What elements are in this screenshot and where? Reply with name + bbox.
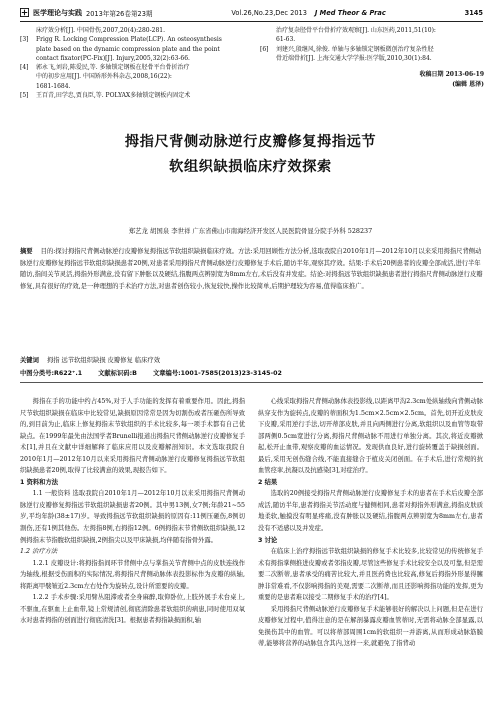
reference-line xyxy=(20,54,244,63)
reference-line xyxy=(20,63,244,72)
reference-text: 1681-1684. xyxy=(36,82,71,90)
reference-text: plate based on the dynamic compression plate and the point xyxy=(36,45,220,53)
journal-name-cn: 医学理论与实践 xyxy=(33,9,82,17)
running-header xyxy=(20,6,483,20)
header-rule xyxy=(20,21,483,22)
section-heading: 2 结果 xyxy=(258,478,278,486)
article-number: 文章编号:1001-7585(2013)23-3145-02 xyxy=(152,370,282,377)
reference-number xyxy=(20,54,36,63)
reference-text: 郭永飞,刘岩,陈爱民,等. 多轴锁定钢板在胫骨平台骨折治疗 xyxy=(36,64,190,72)
received-date: 收稿日期 2013-06-19 xyxy=(419,71,484,79)
reference-text: 中的初步应用[J]. 中国矫形外科杂志,2008,16(22): xyxy=(36,73,172,81)
body-paragraph: 心线采取拇指尺背侧动脉体表投影线,以距离甲沟2.3cm处纵轴线向背侧动脉纵穿支作为旋转点,皮瓣的蒂面积为1.5cm×2.5cm×2.5cm。首先,切开近皮肤皮下皮瓣,采用逆行手法,切开蒂部皮肤,并且向两侧进行分离,软组织以及血管等取带部两侧0.5cm宽进行分离,拇指尺背侧动脉不用进行单独分离。其次,将近皮瓣掀起,松开止血带,观察皮瓣的血运情况。发现供血良好,进行旋转覆盖于缺损创面。最后,采用无创伤缝合线,不能直接缝合于植皮关闭创面。在手术后,进行常规的抗血管痉挛,抗凝以及抗感染[3],对症治疗。 xyxy=(258,398,483,475)
body-paragraph: 选取的20例接受拇指尺背侧动脉逆行皮瓣修复手术的患者在手术后皮瓣全部成活,随访半年,患者拇指关节活动度与健侧相同,患者对拇指外形满意,拇指皮肤质地柔软,触摸没有明显疼痛,没有肿胀以及硬结,指腹两点辨别宽为8mm左右,患者没有不适感以及并发症。 xyxy=(258,490,483,533)
reference-line xyxy=(20,35,244,44)
reference-line xyxy=(20,82,244,91)
section-heading: 1 资料和方法 xyxy=(20,478,59,486)
keywords-label: 关键词 xyxy=(20,357,39,364)
journal-logo-icon xyxy=(20,8,29,19)
reference-line xyxy=(260,45,484,54)
body-paragraph: 1.2.2 手术步骤:采用臂丛阻滞或者全身麻醉,取仰卧位,上肢外展手术台桌上,不驱血,在驱血上止血带,镜上常规清创,彻底清除患者软组织的病患,同时使用双氧水对患者拇指的创面进行彻底清洗[3]。根据患者拇指缺损面积,轴 xyxy=(20,594,245,625)
editor-note: (编辑 恩泽) xyxy=(452,81,484,89)
section-heading: 3 讨论 xyxy=(258,536,278,544)
subsection-heading: 1.2 治疗方法 xyxy=(20,548,58,556)
reference-text: contact fixator(PC-Fix)[J]. Injury,2005,32(2):63-66. xyxy=(36,54,190,62)
abstract-text: 目的:探讨拇指尺背侧动脉逆行皮瓣修复拇指远节软组织缺损临床疗效。方法:采用回顾性方法分析,选取我院自2010年1月—2012年10月以来采用拇指尺背侧动脉逆行皮瓣修复拇指远节软组织缺损患者20例,对患者采用拇指尺背侧动脉逆行皮瓣修复手术后,随访半年,观察其疗效。结果:手术后20例患者的皮瓣全部成活,进行半年随访,指间关节灵活,拇指外形满意,没有留下肿胀以及硬结,指腹两点辨别宽为8mm左右,术后没有并发症。结论:对拇指远节软组织缺损患者进行拇指尺背侧动脉逆行皮瓣修复,具有很好的疗效,是一种理想的手术治疗方法,对患者创伤较小,恢复较快,操作比较简单,后期护理较为容易,值得临床推广。 xyxy=(20,248,483,290)
references-left-column xyxy=(20,26,244,100)
reference-line xyxy=(260,26,484,35)
body-paragraph: 采用拇指尺背侧动脉逆行皮瓣修复手术能够很好的解决以上问题,但是在进行皮瓣修复过程中,值得注意的是在解剖暴露皮瓣血管蒂时,无需将动脉全部显露,以免损伤其中的血管。可以将蒂部周围1cm的软组织一并游离,从而形成动脉筋膜蒂,能够将营养的动脉包含其内,这样一来,就避免了指背动 xyxy=(258,605,483,648)
keywords xyxy=(20,355,483,364)
reference-text: 床疗效分析[J]. 中国骨伤,2007,20(4):280-281. xyxy=(36,27,165,34)
abstract-rule xyxy=(20,382,483,383)
reference-number xyxy=(20,82,36,91)
clc-number: 中图分类号:R622⁺.1 xyxy=(20,370,83,377)
reference-line xyxy=(20,26,244,35)
reference-number: [3] xyxy=(20,36,29,44)
reference-number xyxy=(20,26,36,35)
reference-text: Frigg R. Locking Compression Plate(LCP). An osteosynthesis xyxy=(36,36,222,44)
body-paragraph: 1.2.1 皮瓣设计:将拇指指间环节背侧中点与掌指关节背侧中点的皮肤连线作为轴线,根据受伤面积的实际情况,将拇指尺背侧动脉体表投影标作为皮瓣的纵轴,将距离甲襞皱近2.3cm左右处作为旋转点,设计所需要的皮瓣。 xyxy=(20,559,245,590)
reference-line xyxy=(260,54,484,63)
body-paragraph: 在临床上治疗拇指远节软组织缺损的修复手术比较多,比较常见的传统修复手术有拇指掌侧推进皮瓣或者邻指皮瓣,尽管这些修复手术比较安全以及可靠,但是需要二次断蒂,患者承受的痛苦比较大,并且医药费也比较高,修复后拇指外形显得臃肿非常难看,不仅影响拇指的美观,需要二次断蒂,而且还影响拇指功能的发挥,更为重要的是患者难以接受二期修复手术的治疗[4]。 xyxy=(258,548,483,602)
page-number: 3145 xyxy=(464,9,483,17)
keywords-text: 拇指 远节软组织缺损 皮瓣修复 临床疗效 xyxy=(46,357,160,364)
document-code: 文献标识码:B xyxy=(98,370,137,377)
body-right-column xyxy=(258,396,483,650)
classification-line xyxy=(20,368,483,377)
references-right-column xyxy=(260,26,484,90)
volume-info: Vol.26,No.23,Dec 2013 xyxy=(231,9,307,17)
reference-number xyxy=(260,26,276,35)
reference-line xyxy=(20,91,244,100)
issue-info: 2013年第26卷第23期 xyxy=(86,10,153,18)
authors-affiliation: 郑艺龙 胡国泉 李世祥 广东省佛山市南海经济开发区人民医院骨显分院手外科 528237 xyxy=(128,227,373,235)
journal-name-en: J Med Theor & Prac xyxy=(314,9,386,17)
reference-number xyxy=(20,72,36,81)
reference-number: [5] xyxy=(20,92,29,100)
abstract-label: 摘要 xyxy=(20,248,33,255)
reference-line xyxy=(260,35,484,44)
reference-number xyxy=(260,35,276,44)
reference-text: 刘建兴,殷继风,徐俊. 单轴与多轴锁定钢板微创治疗复杂性胫 xyxy=(276,45,434,53)
reference-line xyxy=(20,45,244,54)
article-title-line-1: 拇指尺背侧动脉逆行皮瓣修复拇指远节 xyxy=(124,134,377,150)
reference-number xyxy=(20,45,36,54)
body-paragraph: 1.1 一般资料 选取我院自2010年1月—2012年10月以来采用拇指尺背侧动脉逆行皮瓣修复拇指远节软组织缺损患者20例。其中男13例,女7例;年龄21~55岁,平均年龄(38±17)岁。导致拇指远节软组织缺损的原因有:11例压砸伤,8例切割伤,还有1例其他伤。左拇指8例,右拇指12例。6例拇指末节背侧软组织缺损,12例拇指末节指腹软组织缺损,2例指尖以及甲床缺损,均伴随有指骨外露。 xyxy=(20,490,245,544)
reference-text: 王百青,田学忠,贾良臣,等. POLYAX多轴锁定钢板内固定术 xyxy=(36,92,191,100)
reference-number: [4] xyxy=(20,64,29,72)
body-paragraph: 拇指在手的功能中约占45%,对于人手功能的发挥有着重要作用。因此,拇指尺节软组织缺损在临床中比较常见,缺损原因常常是因为切割伤或者压砸伤所导致的,到目前为止,临床上修复拇指末节软组织的手术比较多,每一项手术都有自己优缺点。在1999年最先由法国学者Brunelli报道出拇指尺背侧动脉逆行皮瓣修复手术[1],并且在文献中详细解释了临床应用以及皮瓣解剖知识。本文选取我院自2010年1月—2012年10月以来采用拇指尺背侧动脉逆行皮瓣修复拇指远节软组织缺损患者20例,取得了比较满意的效果,现报告如下。 xyxy=(20,398,245,475)
body-left-column xyxy=(20,396,245,627)
reference-number xyxy=(260,54,276,63)
reference-line xyxy=(20,72,244,81)
article-title-line-2: 软组织缺损临床疗效探索 xyxy=(169,159,332,175)
reference-number: [6] xyxy=(260,45,269,53)
reference-text: 骨近端骨折[J]. 上海交通大学学报:医学版,2010,30(1):84. xyxy=(276,54,432,62)
abstract xyxy=(20,246,483,292)
reference-text: 治疗复杂胫骨平台骨折疗效观察[J]. 山东医药,2011,51(10): xyxy=(276,27,436,34)
reference-text: 61-63. xyxy=(276,36,296,44)
